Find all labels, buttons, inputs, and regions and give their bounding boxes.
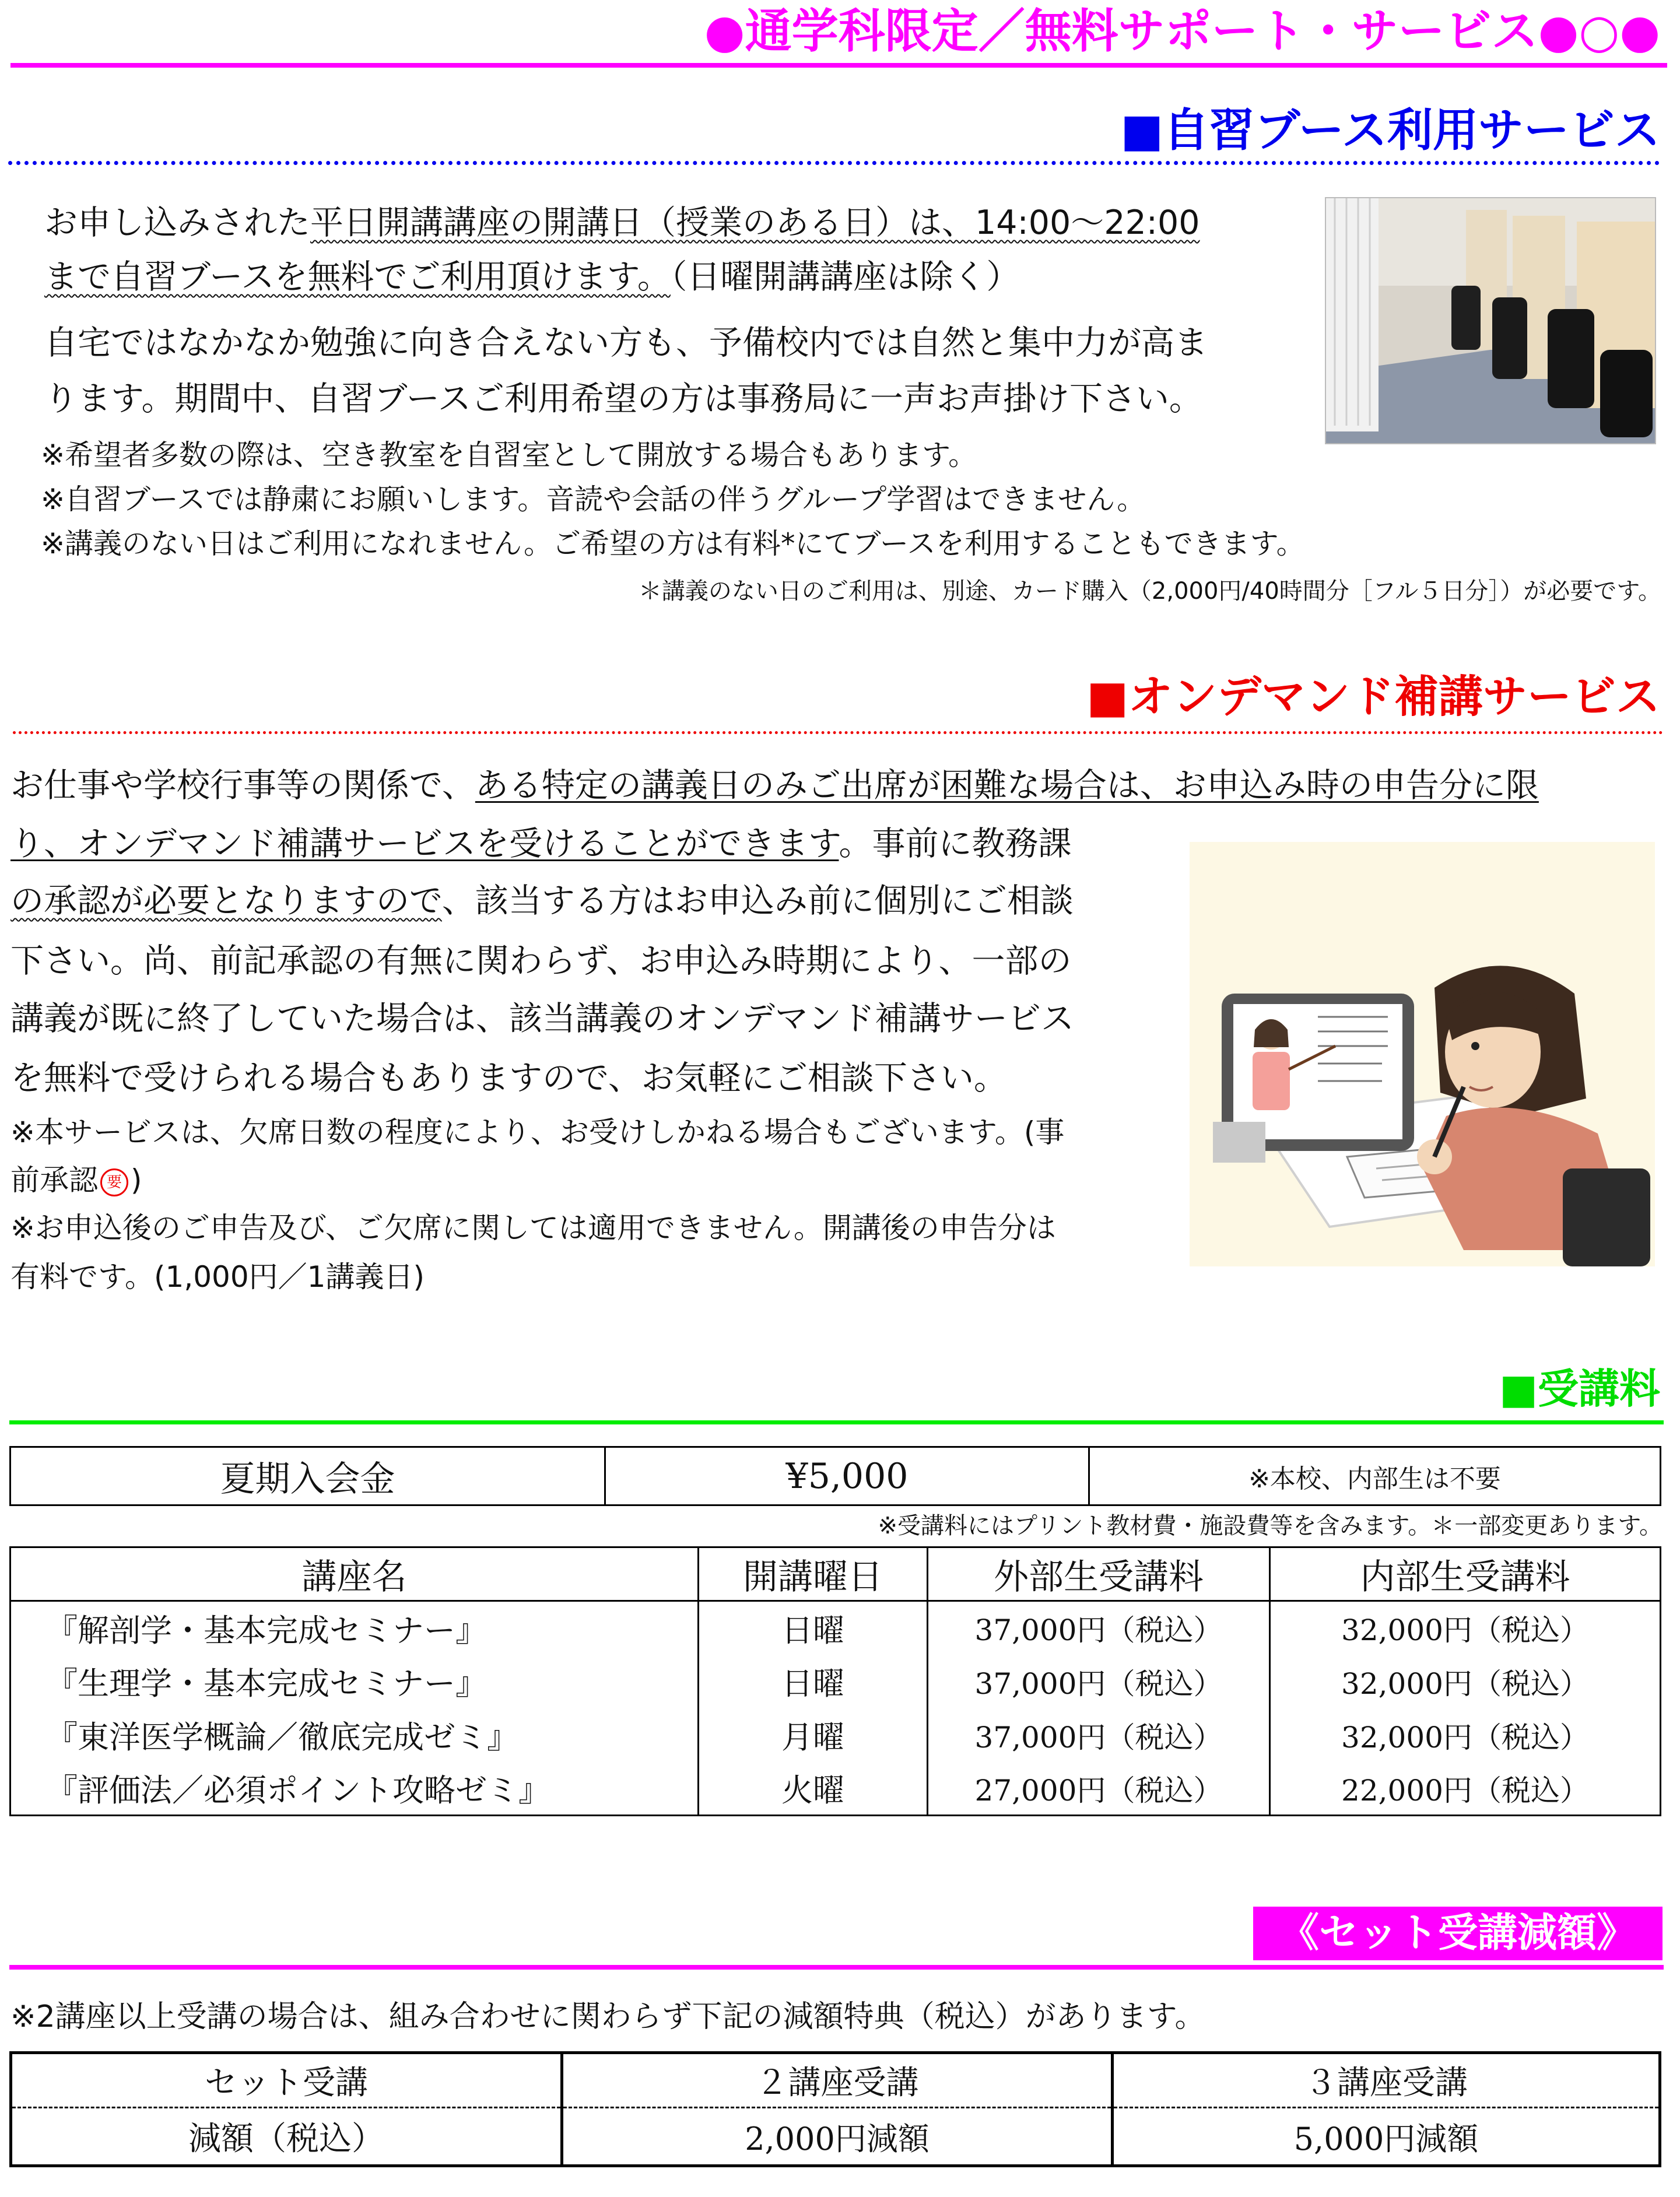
ondemand-section-rule bbox=[13, 731, 1664, 734]
course-fee-external: 37,000円（税込） bbox=[928, 1601, 1270, 1655]
ondemand-line2-plain: 。事前に教務課 bbox=[839, 824, 1072, 863]
fees-section-title: ■受講料 bbox=[1499, 1365, 1660, 1413]
set-discount-three-courses: 5,000円減額 bbox=[1113, 2108, 1660, 2166]
booth-line2-emphasis: まで自習ブースを無料でご利用頂けます。 bbox=[44, 258, 671, 296]
course-fee-header-row bbox=[10, 1547, 1661, 1601]
approval-stamp-icon: 要 bbox=[100, 1168, 128, 1196]
col-header-course: 講座名 bbox=[10, 1547, 699, 1601]
course-name: 『解剖学・基本完成セミナー』 bbox=[10, 1601, 699, 1655]
admission-fee-label: 夏期入会金 bbox=[10, 1447, 605, 1505]
ondemand-line-3 bbox=[10, 879, 1074, 922]
fees-section-rule bbox=[9, 1420, 1664, 1424]
header-rule bbox=[10, 63, 1667, 68]
booth-note-2: ※自習ブースでは静粛にお願いします。音読や会話の伴うグループ学習はできません。 bbox=[41, 483, 1146, 516]
booth-section-rule bbox=[8, 161, 1660, 165]
col-header-internal: 内部生受講料 bbox=[1270, 1547, 1661, 1601]
booth-line1-plain: お申し込みされた bbox=[44, 203, 310, 242]
booth-line2-plain: （日曜開講講座は除く） bbox=[670, 258, 1020, 296]
ondemand-line-6: を無料で受けられる場合もありますので、お気軽にご相談下さい。 bbox=[10, 1059, 1007, 1097]
ondemand-note-2a: ※お申込後のご申告及び、ご欠席に関しては適用できません。開講後の申告分は bbox=[10, 1211, 1056, 1245]
course-name: 『東洋医学概論／徹底完成ゼミ』 bbox=[10, 1708, 699, 1762]
course-name: 『生理学・基本完成セミナー』 bbox=[10, 1655, 699, 1708]
set-discount-rule bbox=[9, 1965, 1664, 1970]
booth-line1-emphasis: 平日開講講座の開講日（授業のある日）は、14:00～22:00 bbox=[310, 203, 1200, 242]
booth-note-3: ※講義のない日はご利用になれません。ご希望の方は有料*にてブースを利用することもできます。 bbox=[41, 527, 1305, 560]
table-row bbox=[10, 1708, 1661, 1762]
admission-fee-note: ※本校、内部生は不要 bbox=[1089, 1447, 1661, 1505]
ondemand-section-title: ■オンデマンド補講サービス bbox=[1086, 671, 1660, 722]
set-header-two-courses: ２講座受講 bbox=[562, 2053, 1113, 2108]
set-discount-table bbox=[9, 2051, 1661, 2167]
course-fee-external: 37,000円（税込） bbox=[928, 1655, 1270, 1708]
course-fee-external: 27,000円（税込） bbox=[928, 1762, 1270, 1816]
admission-fee-table bbox=[9, 1446, 1661, 1506]
col-header-day: 開講曜日 bbox=[699, 1547, 928, 1601]
table-row bbox=[10, 1601, 1661, 1655]
ondemand-illustration bbox=[1190, 842, 1655, 1266]
course-fee-table bbox=[9, 1546, 1661, 1816]
ondemand-line3-plain: 、該当する方はお申込み前に個別にご相談 bbox=[441, 882, 1074, 920]
course-fee-internal: 22,000円（税込） bbox=[1270, 1762, 1661, 1816]
fees-note: ※受講料にはプリント教材費・施設費等を含みます。＊一部変更あります。 bbox=[878, 1512, 1663, 1539]
course-fee-internal: 32,000円（税込） bbox=[1270, 1708, 1661, 1762]
study-booth-photo bbox=[1325, 197, 1656, 444]
ondemand-note-1a: ※本サービスは、欠席日数の程度により、お受けしかねる場合もございます。(事 bbox=[10, 1115, 1065, 1149]
course-name: 『評価法／必須ポイント攻略ゼミ』 bbox=[10, 1762, 699, 1816]
set-row-label: 減額（税込） bbox=[11, 2108, 562, 2166]
set-header-label: セット受講 bbox=[11, 2053, 562, 2108]
admission-fee-amount: ¥5,000 bbox=[605, 1447, 1089, 1505]
booth-footnote: ＊講義のない日のご利用は、別途、カード購入（2,000円/40時間分［フル５日分］）が必要です。 bbox=[638, 578, 1661, 605]
ondemand-line3-emphasis: の承認が必要となりますので bbox=[10, 882, 442, 920]
booth-paragraph-line-4: ります。期間中、自習ブースご利用希望の方は事務局に一声お声掛け下さい。 bbox=[44, 380, 1202, 418]
course-day: 日曜 bbox=[699, 1655, 928, 1708]
col-header-external: 外部生受講料 bbox=[928, 1547, 1270, 1601]
ondemand-note1c-text: ) bbox=[131, 1163, 142, 1197]
booth-paragraph-line-3: 自宅ではなかなか勉強に向き合えない方も、予備校内では自然と集中力が高ま bbox=[44, 324, 1208, 362]
booth-note-1: ※希望者多数の際は、空き教室を自習室として開放する場合もあります。 bbox=[41, 438, 977, 472]
course-day: 火曜 bbox=[699, 1762, 928, 1816]
ondemand-line-1 bbox=[10, 764, 1539, 807]
ondemand-line-4: 下さい。尚、前記承認の有無に関わらず、お申込み時期により、一部の bbox=[10, 942, 1072, 980]
booth-paragraph-line-2 bbox=[44, 255, 1019, 299]
set-discount-value-row bbox=[11, 2108, 1660, 2166]
table-row bbox=[10, 1655, 1661, 1708]
ondemand-note1b-text: 前承認 bbox=[10, 1163, 98, 1197]
set-discount-intro: ※2講座以上受講の場合は、組み合わせに関わらず下記の減額特典（税込）があります。 bbox=[10, 1999, 1205, 2034]
set-discount-title: 《セット受講減額》 bbox=[1253, 1907, 1663, 1960]
ondemand-line-2 bbox=[10, 822, 1071, 865]
booth-section-title: ■自習ブース利用サービス bbox=[1120, 104, 1660, 157]
table-row bbox=[10, 1762, 1661, 1816]
set-discount-two-courses: 2,000円減額 bbox=[562, 2108, 1113, 2166]
set-discount-header-row bbox=[11, 2053, 1660, 2108]
ondemand-note-2b: 有料です。(1,000円／1講義日) bbox=[10, 1260, 425, 1294]
ondemand-line-5: 講義が既に終了していた場合は、該当講義のオンデマンド補講サービス bbox=[10, 999, 1074, 1038]
ondemand-line1-emphasis: ある特定の講義日のみご出席が困難な場合は、お申込み時の申告分に限 bbox=[475, 766, 1539, 805]
course-fee-internal: 32,000円（税込） bbox=[1270, 1601, 1661, 1655]
set-header-three-courses: ３講座受講 bbox=[1113, 2053, 1660, 2108]
course-fee-internal: 32,000円（税込） bbox=[1270, 1655, 1661, 1708]
booth-paragraph-line-1 bbox=[44, 201, 1200, 244]
course-day: 日曜 bbox=[699, 1601, 928, 1655]
course-fee-external: 37,000円（税込） bbox=[928, 1708, 1270, 1762]
ondemand-line2-emphasis: り、オンデマンド補講サービスを受けることができます bbox=[10, 824, 839, 863]
page-header-title: ●通学科限定／無料サポート・サービス●○● bbox=[704, 4, 1660, 58]
ondemand-note-1b bbox=[10, 1161, 142, 1199]
course-day: 月曜 bbox=[699, 1708, 928, 1762]
ondemand-line1-plain: お仕事や学校行事等の関係で、 bbox=[10, 766, 475, 805]
